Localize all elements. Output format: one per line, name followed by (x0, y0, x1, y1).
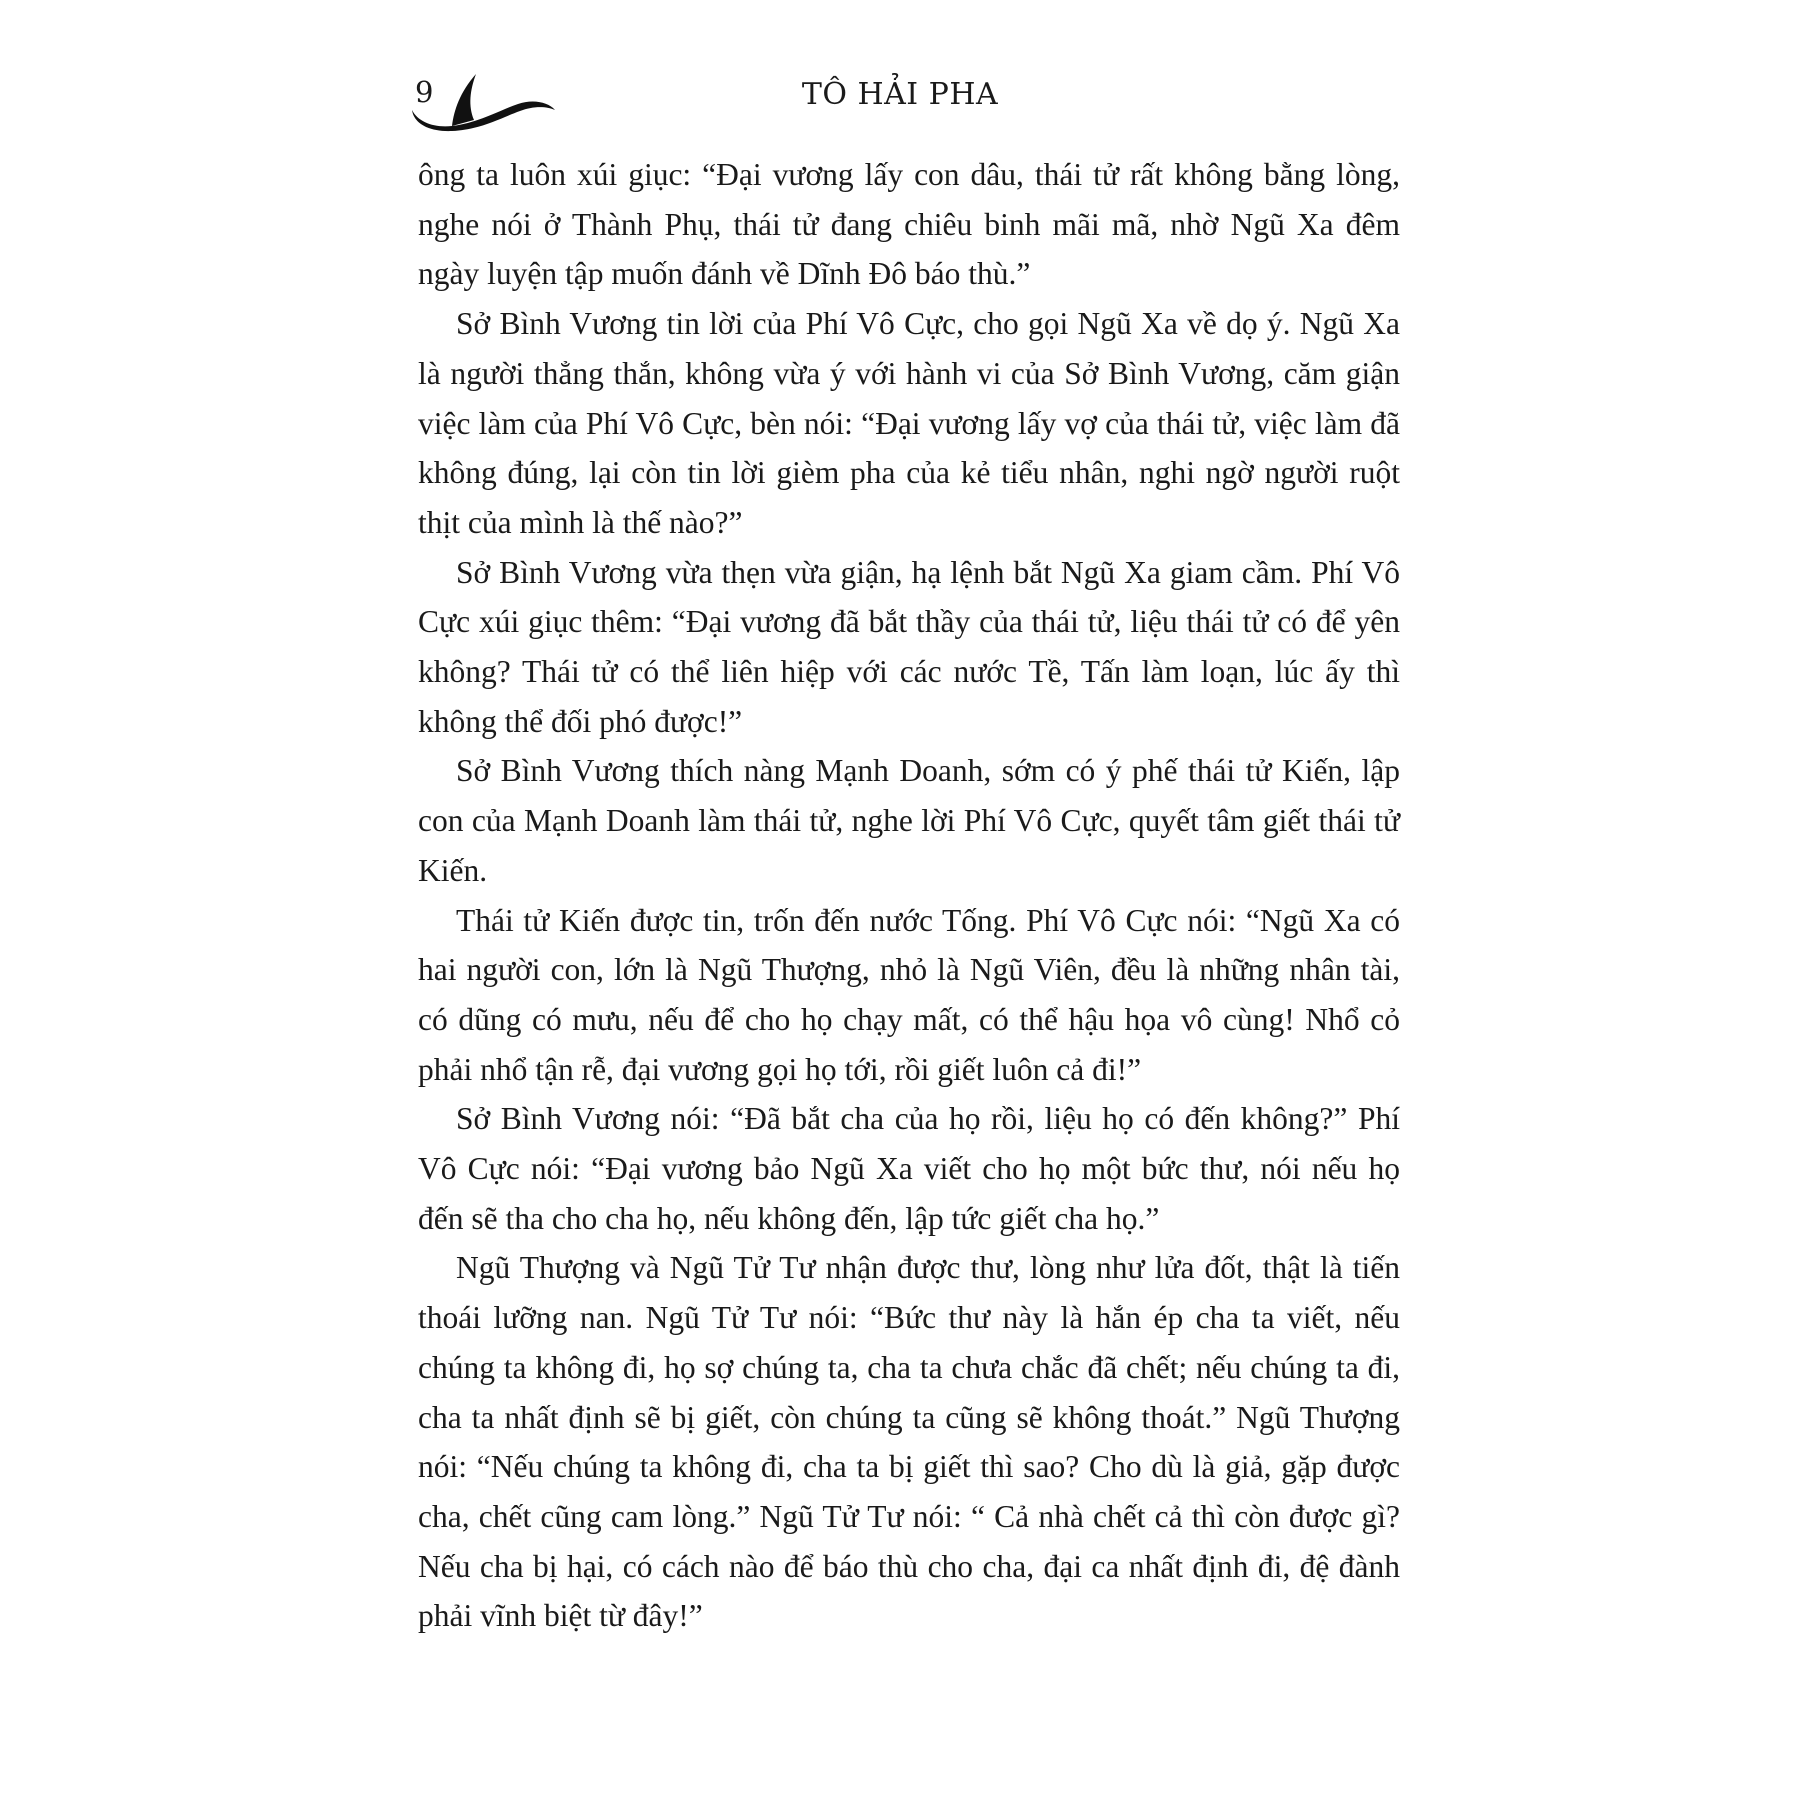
running-title: TÔ HẢI PHA (801, 77, 999, 112)
body-text (418, 150, 1400, 1641)
paragraph: Sở Bình Vương thích nàng Mạnh Doanh, sớm có ý phế thái tử Kiến, lập con của Mạnh Doanh làm thái tử, nghe lời Phí Vô Cực, quyết tâm giết thái tử Kiến. (418, 753, 1400, 888)
paragraph: Ngũ Thượng và Ngũ Tử Tư nhận được thư, lòng như lửa đốt, thật là tiến thoái lưỡng nan. Ngũ Tử Tư nói: “Bức thư này là hắn ép cha ta viết, nếu chúng ta không đi, họ sợ chúng ta, cha ta chưa chắc đã chết; nếu chúng ta đi, cha ta nhất định sẽ bị giết, còn chúng ta cũng sẽ không thoát.” Ngũ Thượng nói: “Nếu chúng ta không đi, cha ta bị giết thì sao? Cho dù là giả, gặp được cha, chết cũng cam lòng.” Ngũ Tử Tư nói: “ Cả nhà chết cả thì còn được gì? Nếu cha bị hại, có cách nào để báo thù cho cha, đại ca nhất định đi, đệ đành phải vĩnh biệt từ đây!” (418, 1250, 1400, 1634)
paragraph: ông ta luôn xúi giục: “Đại vương lấy con dâu, thái tử rất không bằng lòng, nghe nói ở Thành Phụ, thái tử đang chiêu binh mãi mã, nhờ Ngũ Xa đêm ngày luyện tập muốn đánh về Dĩnh Đô báo thù.” (418, 157, 1400, 292)
paragraph: Sở Bình Vương tin lời của Phí Vô Cực, cho gọi Ngũ Xa về dọ ý. Ngũ Xa là người thẳng thắn, không vừa ý với hành vi của Sở Bình Vương, căm giận việc làm của Phí Vô Cực, bèn nói: “Đại vương lấy vợ của thái tử, việc làm đã không đúng, lại còn tin lời gièm pha của kẻ tiểu nhân, nghi ngờ người ruột thịt của mình là thế nào?” (418, 306, 1400, 540)
paragraph: Sở Bình Vương nói: “Đã bắt cha của họ rồi, liệu họ có đến không?” Phí Vô Cực nói: “Đại vương bảo Ngũ Xa viết cho họ một bức thư, nói nếu họ đến sẽ tha cho cha họ, nếu không đến, lập tức giết cha họ.” (418, 1101, 1400, 1236)
paragraph: Sở Bình Vương vừa thẹn vừa giận, hạ lệnh bắt Ngũ Xa giam cầm. Phí Vô Cực xúi giục thêm: “Đại vương đã bắt thầy của thái tử, liệu thái tử có để yên không? Thái tử có thể liên hiệp với các nước Tề, Tấn làm loạn, lúc ấy thì không thể đối phó được!” (418, 554, 1400, 739)
paragraph: Thái tử Kiến được tin, trốn đến nước Tống. Phí Vô Cực nói: “Ngũ Xa có hai người con, lớn là Ngũ Thượng, nhỏ là Ngũ Viên, đều là những nhân tài, có dũng có mưu, nếu để cho họ chạy mất, có thể hậu họa vô cùng! Nhổ cỏ phải nhổ tận rễ, đại vương gọi họ tới, rồi giết luôn cả đi!” (418, 902, 1400, 1087)
page-number: 9 (415, 75, 434, 109)
